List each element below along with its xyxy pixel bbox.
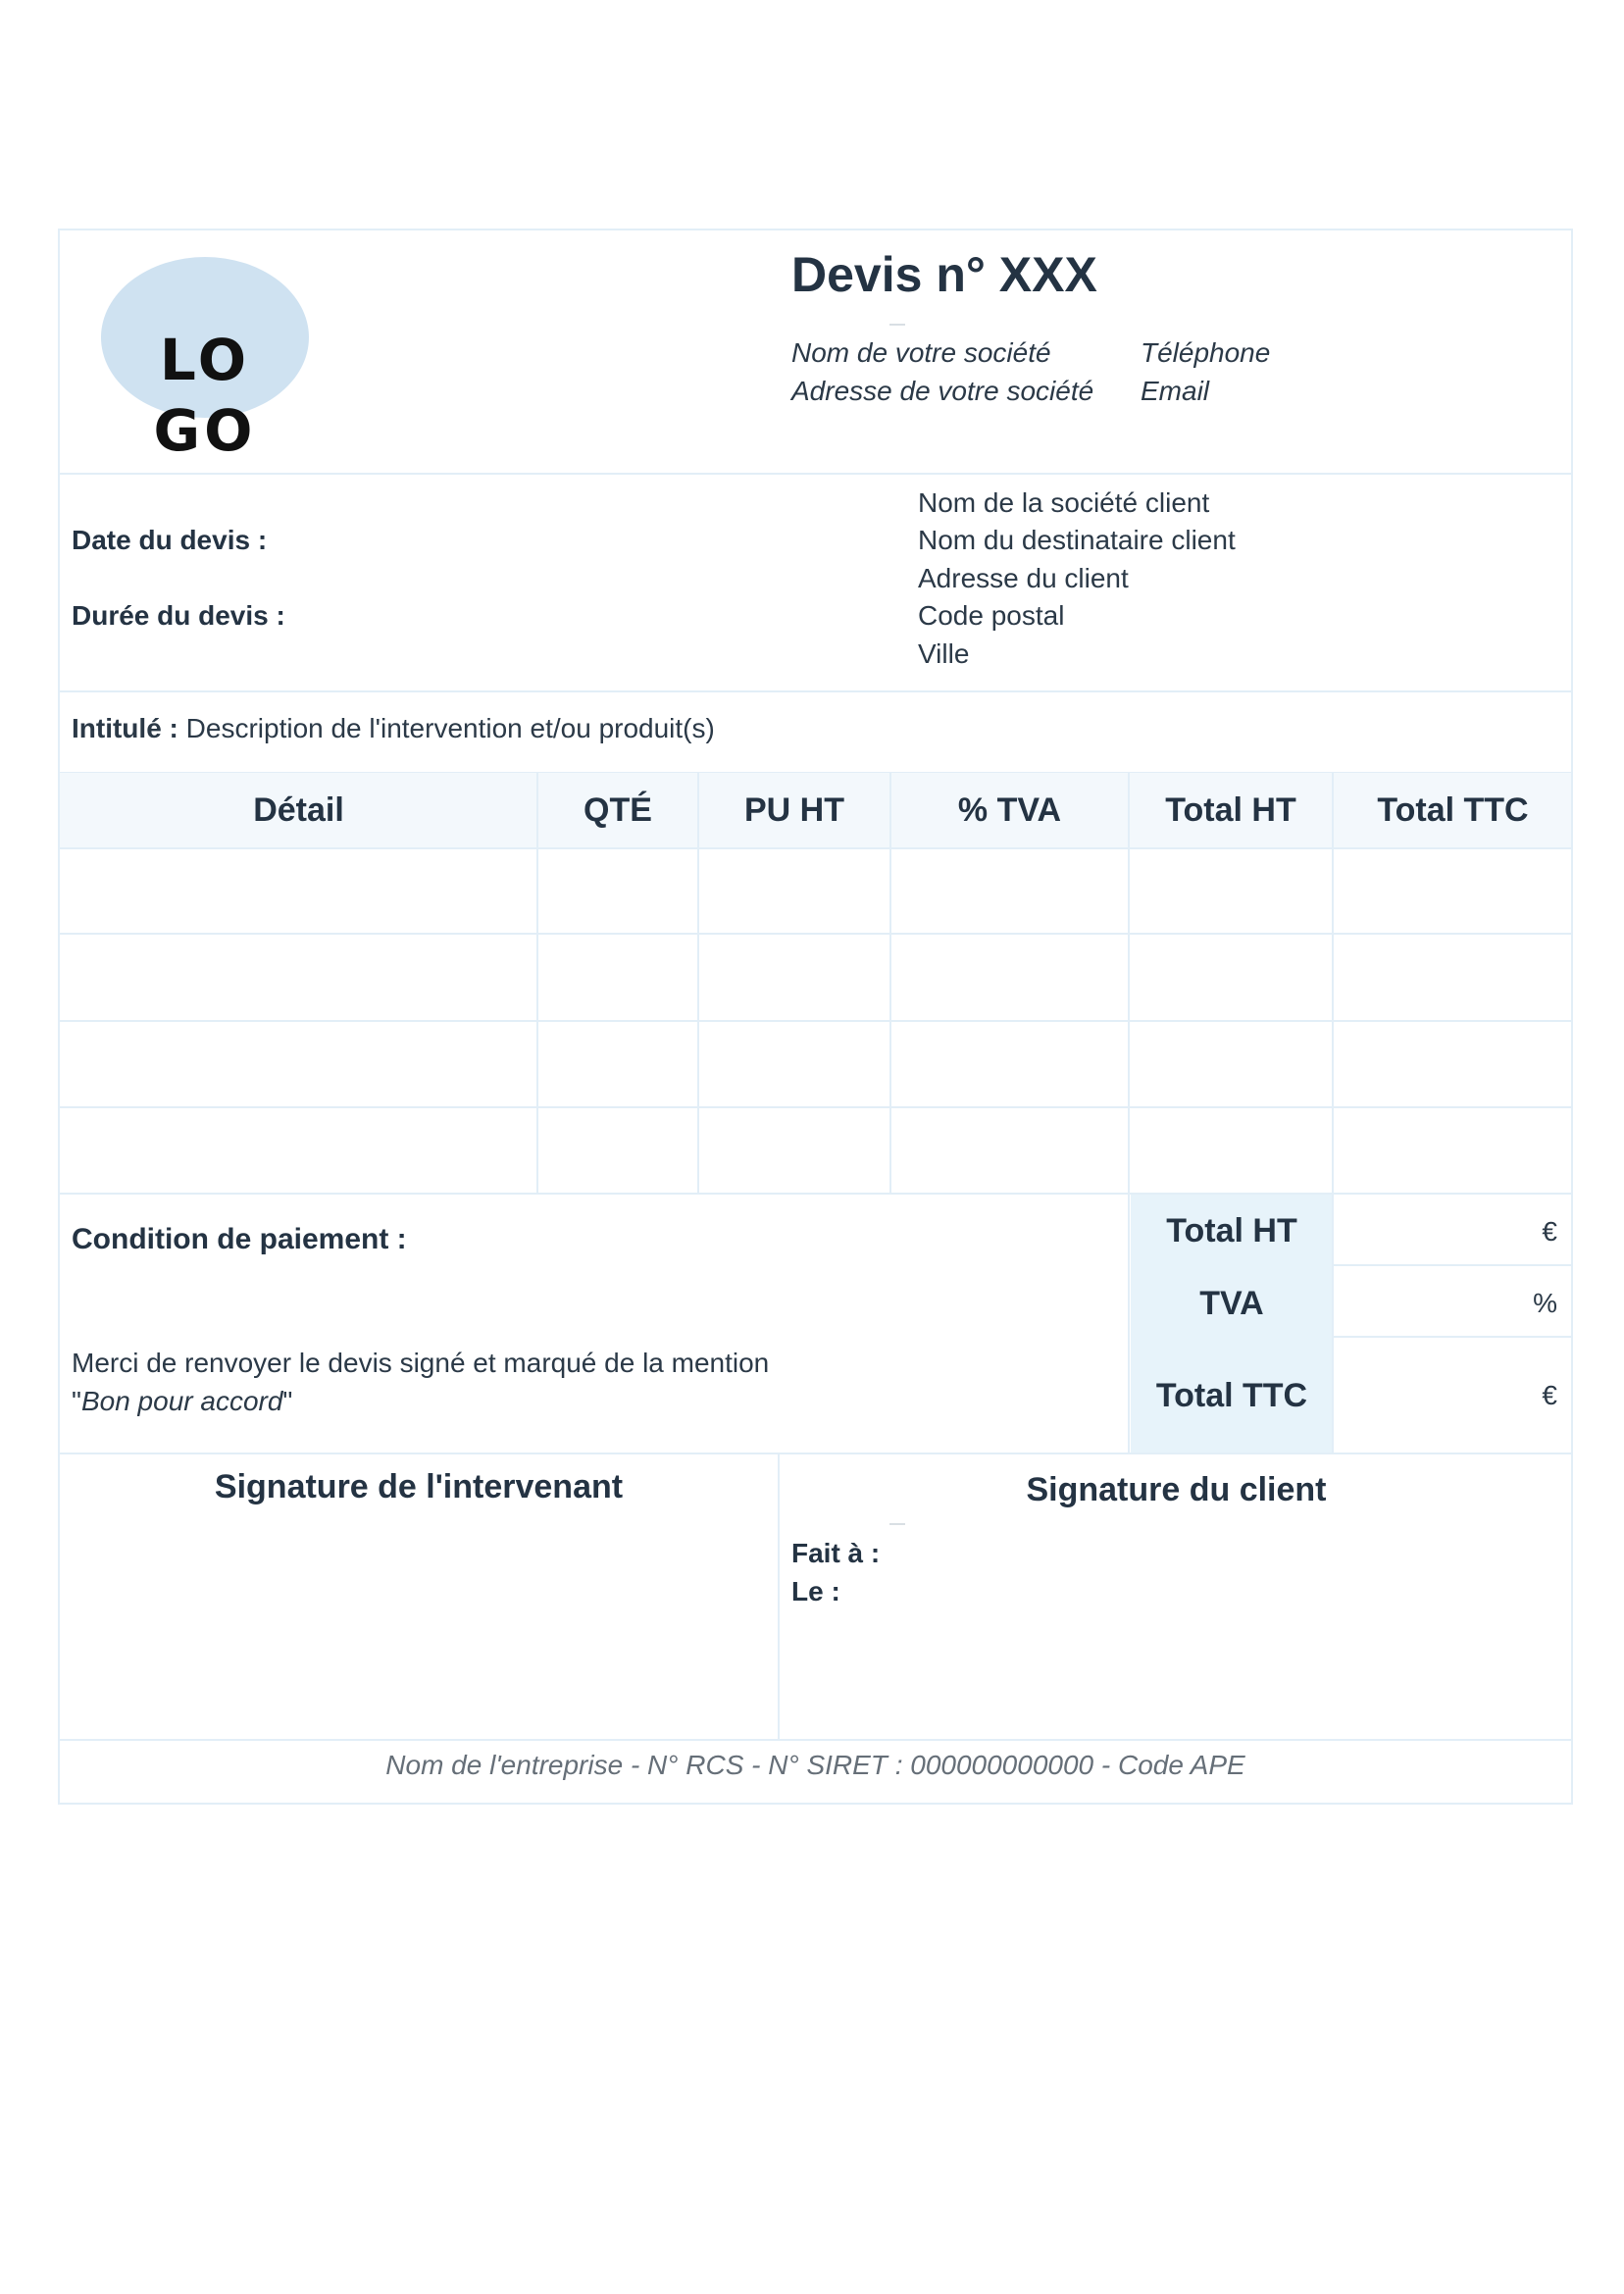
client-signature-title: Signature du client [1026, 1471, 1327, 1508]
column-header-unit-price: PU HT [744, 791, 844, 829]
company-phone: Téléphone [1141, 337, 1271, 368]
company-logo: LO GO [153, 327, 257, 464]
column-divider [536, 773, 538, 1193]
column-header-total-ht: Total HT [1165, 791, 1296, 829]
table-row[interactable] [60, 849, 1573, 933]
table-row[interactable] [60, 935, 1573, 1020]
subject-label: Intitulé : [72, 713, 178, 743]
quote-title: Devis n° XXX [791, 247, 1097, 302]
provider-signature-area[interactable] [60, 1507, 778, 1739]
client-signature-area[interactable] [780, 1613, 1573, 1739]
quote-mark: " [72, 1386, 81, 1416]
client-address: Adresse du client [918, 563, 1129, 593]
column-header-total-ttc: Total TTC [1377, 791, 1529, 829]
divider [60, 690, 1571, 692]
vat-value[interactable]: % [1533, 1288, 1557, 1318]
column-divider [697, 773, 699, 1193]
divider [1334, 1336, 1573, 1338]
total-ht-label: Total HT [1166, 1212, 1297, 1249]
table-row[interactable] [60, 1108, 1573, 1193]
column-divider [1128, 773, 1130, 1193]
vat-label: TVA [1199, 1285, 1264, 1322]
column-header-vat-rate: % TVA [957, 791, 1062, 829]
total-ttc-label: Total TTC [1155, 1377, 1308, 1414]
client-recipient-name: Nom du destinataire client [918, 525, 1236, 555]
signature-date-label: Le : [791, 1576, 840, 1606]
quote-document [58, 229, 1573, 1805]
separator-mark [889, 324, 905, 326]
company-email: Email [1141, 376, 1210, 406]
divider [60, 473, 1571, 475]
quote-subject [72, 713, 715, 744]
divider [1334, 1264, 1573, 1266]
column-divider [1128, 1195, 1130, 1453]
total-ht-value[interactable]: € [1542, 1216, 1557, 1247]
signature-instruction: Merci de renvoyer le devis signé et marqué de la mention [72, 1348, 770, 1378]
client-company-name: Nom de la société client [918, 487, 1210, 518]
quote-duration-label: Durée du devis : [72, 600, 285, 631]
column-header-quantity: QTÉ [584, 791, 652, 829]
quote-date-label: Date du devis : [72, 525, 268, 555]
total-ttc-value[interactable]: € [1542, 1380, 1557, 1410]
subject-text: Description de l'intervention et/ou produit(s) [178, 713, 715, 743]
quote-mark: " [282, 1386, 293, 1416]
table-row-divider [60, 1193, 1571, 1195]
divider [60, 1453, 1571, 1454]
company-address: Adresse de votre société [791, 376, 1094, 406]
mention-text: Bon pour accord [80, 1386, 283, 1416]
signature-mention [72, 1386, 292, 1417]
provider-signature-title: Signature de l'intervenant [214, 1468, 624, 1505]
client-city: Ville [918, 638, 970, 669]
company-name: Nom de votre société [791, 337, 1051, 368]
separator-mark [889, 1523, 905, 1525]
divider [60, 1739, 1571, 1741]
company-legal-footer: Nom de l'entreprise - N° RCS - N° SIRET : 000000000000 - Code APE [385, 1750, 1245, 1780]
column-divider [889, 773, 891, 1193]
table-row[interactable] [60, 1022, 1573, 1106]
signature-place-label: Fait à : [791, 1538, 881, 1568]
client-postal-code: Code postal [918, 600, 1065, 631]
payment-condition-label: Condition de paiement : [72, 1223, 407, 1255]
column-header-detail: Détail [253, 791, 344, 829]
column-divider [1332, 773, 1334, 1193]
